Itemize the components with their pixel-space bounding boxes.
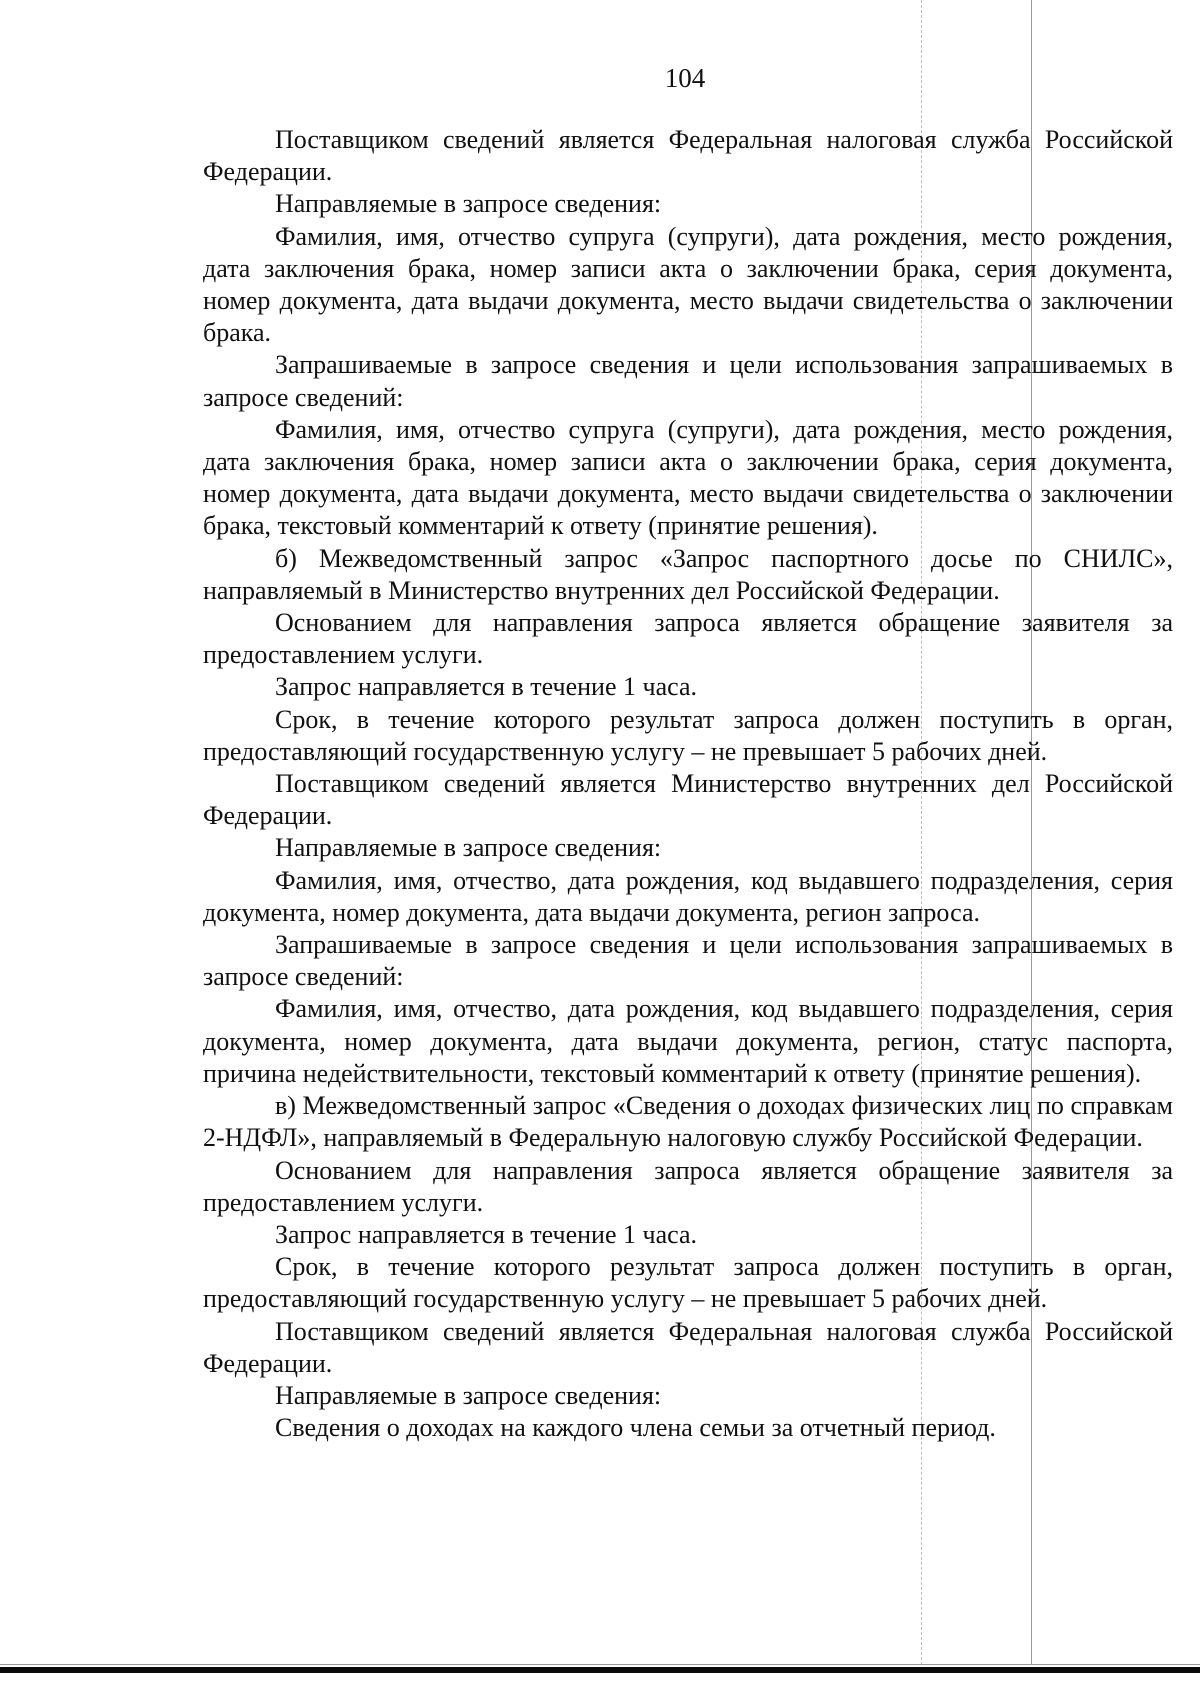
document-body <box>203 124 1173 1444</box>
paragraph: б) Межведомственный запрос «Запрос паспортного досье по СНИЛС», направляемый в Министерство внутренних дел Российской Федерации. <box>203 543 1173 605</box>
paragraph: Поставщиком сведений является Федеральная налоговая служба Российской Федерации. <box>203 1316 1173 1378</box>
paragraph: Поставщиком сведений является Федеральная налоговая служба Российской Федерации. <box>203 125 1173 187</box>
paragraph: Фамилия, имя, отчество супруга (супруги), дата рождения, место рождения, дата заключения брака, номер записи акта о заключении брака, серия документа, номер документа, дата выдачи документа, место выдачи свидетельства о заключении брака, текстовый комментарий к ответу (принятие решения). <box>203 414 1173 541</box>
paragraph: Сведения о доходах на каждого члена семьи за отчетный период. <box>275 1413 996 1443</box>
paragraph: Направляемые в запросе сведения: <box>275 833 662 863</box>
paragraph: в) Межведомственный запрос «Сведения о доходах физических лиц по справкам 2-НДФЛ», направляемый в Федеральную налоговую службу Российской Федерации. <box>203 1091 1173 1153</box>
paragraph: Срок, в течение которого результат запроса должен поступить в орган, предоставляющий государственную услугу – не превышает 5 рабочих дней. <box>203 704 1173 766</box>
paragraph: Направляемые в запросе сведения: <box>275 1380 662 1410</box>
paragraph: Запрос направляется в течение 1 часа. <box>275 672 698 702</box>
paragraph: Срок, в течение которого результат запроса должен поступить в орган, предоставляющий государственную услугу – не превышает 5 рабочих дней. <box>203 1252 1173 1314</box>
paragraph: Запрос направляется в течение 1 часа. <box>275 1219 698 1249</box>
paragraph: Запрашиваемые в запросе сведения и цели использования запрашиваемых в запросе сведений: <box>203 350 1173 412</box>
paragraph: Направляемые в запросе сведения: <box>275 189 662 219</box>
paragraph: Фамилия, имя, отчество супруга (супруги), дата рождения, место рождения, дата заключения брака, номер записи акта о заключении брака, серия документа, номер документа, дата выдачи документа, место выдачи свидетельства о заключении брака. <box>203 221 1173 348</box>
paragraph: Фамилия, имя, отчество, дата рождения, код выдавшего подразделения, серия документа, номер документа, дата выдачи документа, регион запроса. <box>203 865 1173 927</box>
paragraph: Запрашиваемые в запросе сведения и цели использования запрашиваемых в запросе сведений: <box>203 930 1173 992</box>
paragraph: Основанием для направления запроса является обращение заявителя за предоставлением услуги. <box>203 1155 1173 1217</box>
page-bottom-border <box>0 1667 1200 1673</box>
page-bottom-edge <box>0 1664 1200 1665</box>
page-number: 104 <box>664 63 706 93</box>
paragraph: Фамилия, имя, отчество, дата рождения, код выдавшего подразделения, серия документа, номер документа, дата выдачи документа, регион, статус паспорта, причина недействительности, текстовый комментарий к ответу (принятие решения). <box>203 994 1173 1088</box>
paragraph: Основанием для направления запроса является обращение заявителя за предоставлением услуги. <box>203 608 1173 670</box>
paragraph: Поставщиком сведений является Министерство внутренних дел Российской Федерации. <box>203 769 1173 831</box>
